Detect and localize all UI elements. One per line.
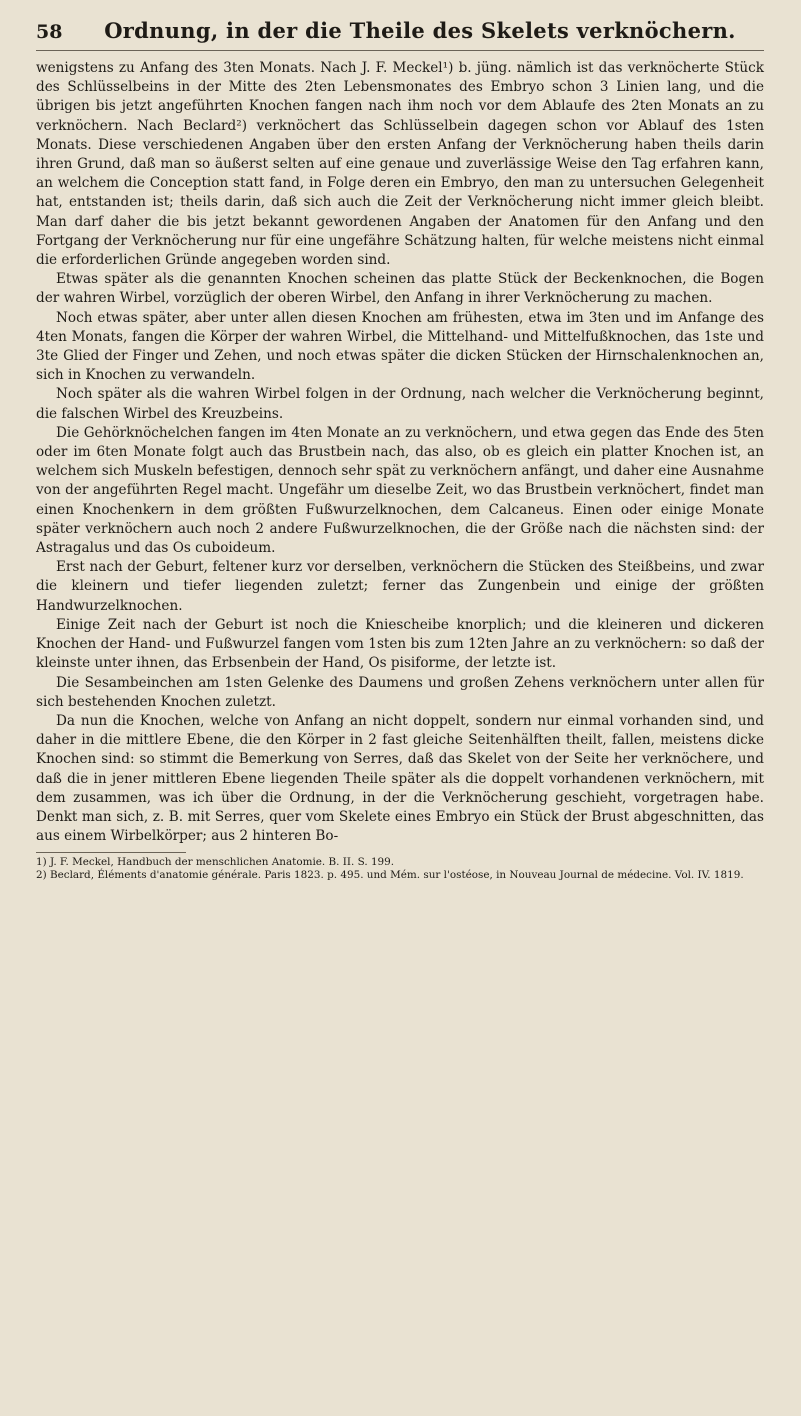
paragraph: Da nun die Knochen, welche von Anfang an nicht doppelt, sondern nur einmal vorhanden sind, und daher in die mittlere Ebene, die den Körper in 2 fast gleiche Seitenhälften theilt, fallen, meistens dicke Knochen sind: so stimmt die Bemerkung von Serres, daß das Skelet von der Seite her verknöchere, und daß die in jener mittleren Ebene liegenden Theile später als die doppelt vorhandenen verknöchern, mit dem zusammen, was ich über die Ordnung, in der die Verknöcherung geschieht, vorgetragen habe. Denkt man sich, z. B. mit Serres, quer vom Skelete eines Embryo ein Stück der Brust abgeschnitten, das aus einem Wirbelkörper; aus 2 hinteren Bo-	[36, 712, 764, 845]
footnote: 1) J. F. Meckel, Handbuch der menschlichen Anatomie. B. II. S. 199.	[36, 856, 395, 869]
book-page	[36, 18, 764, 1403]
paragraph: Die Gehörknöchelchen fangen im 4ten Monate an zu verknöchern, und etwa gegen das Ende des 5ten oder im 6ten Monate folgt auch das Brustbein nach, das also, ob es gleich ein platter Knochen ist, an welchem sich Muskeln befestigen, dennoch sehr spät zu verknöchern anfängt, und daher eine Ausnahme von der angeführten Regel macht. Ungefähr um dieselbe Zeit, wo das Brustbein verknöchert, findet man einen Knochenkern in dem größten Fußwurzelknochen, dem Calcaneus. Einen oder einige Monate später verknöchern auch noch 2 andere Fußwurzelknochen, die der Größe nach die nächsten sind: der Astragalus und das Os cuboideum.	[36, 424, 764, 557]
paragraph: Noch später als die wahren Wirbel folgen in der Ordnung, nach welcher die Verknöcherung beginnt, die falschen Wirbel des Kreuzbeins.	[36, 386, 764, 422]
footnote-divider	[36, 852, 186, 853]
paragraph: Die Sesambeinchen am 1sten Gelenke des Daumens und großen Zehens verknöchern unter allen für sich bestehenden Knochen zuletzt.	[36, 674, 764, 710]
paragraph: Etwas später als die genannten Knochen scheinen das platte Stück der Beckenknochen, die Bogen der wahren Wirbel, vorzüglich der oberen Wirbel, den Anfang in ihrer Verknöcherung zu machen.	[36, 271, 764, 307]
page-number: 58	[36, 21, 63, 43]
paragraph: Noch etwas später, aber unter allen diesen Knochen am frühesten, etwa im 3ten und im Anfange des 4ten Monats, fangen die Körper der wahren Wirbel, die Mittelhand- und Mittelfußknochen, das 1ste und 3te Glied der Finger und Zehen, und noch etwas später die dicken Stücken der Hirnschalenknochen an, sich in Knochen zu verwandeln.	[36, 309, 764, 384]
footnote: 2) Beclard, Éléments d'anatomie générale. Paris 1823. p. 495. und Mém. sur l'ostéose, in Nouveau Journal de médecine. Vol. IV. 1819.	[36, 869, 744, 882]
running-title: Ordnung, in der die Theile des Skelets verknöchern.	[104, 18, 736, 43]
paragraph: Einige Zeit nach der Geburt ist noch die Kniescheibe knorplich; und die kleineren und dickeren Knochen der Hand- und Fußwurzel fangen vom 1sten bis zum 12ten Jahre an zu verknöchern: so daß der kleinste unter ihnen, das Erbsenbein der Hand, Os pisiforme, der letzte ist.	[36, 616, 764, 672]
page-header	[36, 18, 764, 51]
paragraph: wenigstens zu Anfang des 3ten Monats. Nach J. F. Meckel¹) b. jüng. nämlich ist das verknöcherte Stück des Schlüsselbeins in der Mitte des 2ten Lebensmonates des Embryo schon 3 Linien lang, und die übrigen bis jetzt angeführten Knochen fangen nach ihm noch vor dem Ablaufe des 2ten Monats an zu verknöchern. Nach Beclard²) verknöchert das Schlüsselbein dagegen schon vor Ablauf des 1sten Monats. Diese verschiedenen Angaben über den ersten Anfang der Verknöcherung haben theils darin ihren Grund, daß man so äußerst selten auf eine genaue und zuverlässige Weise den Tag erfahren kann, an welchem die Conception statt fand, in Folge deren ein Embryo, den man zu untersuchen Gelegenheit hat, entstanden ist; theils darin, daß sich auch die Zeit der Verknöcherung nicht immer gleich bleibt. Man darf daher die bis jetzt bekannt gewordenen Angaben der Anatomen für den Anfang und den Fortgang der Verknöcherung nur für eine ungefähre Schätzung halten, für welche meistens nicht einmal die erforderlichen Gründe angegeben worden sind.	[36, 60, 764, 269]
footnotes	[36, 856, 764, 882]
paragraph: Erst nach der Geburt, feltener kurz vor derselben, verknöchern die Stücken des Steißbeins, und zwar die kleinern und tiefer liegenden zuletzt; ferner das Zungenbein und einige der größten Handwurzelknochen.	[36, 559, 764, 614]
body-text	[36, 59, 764, 846]
